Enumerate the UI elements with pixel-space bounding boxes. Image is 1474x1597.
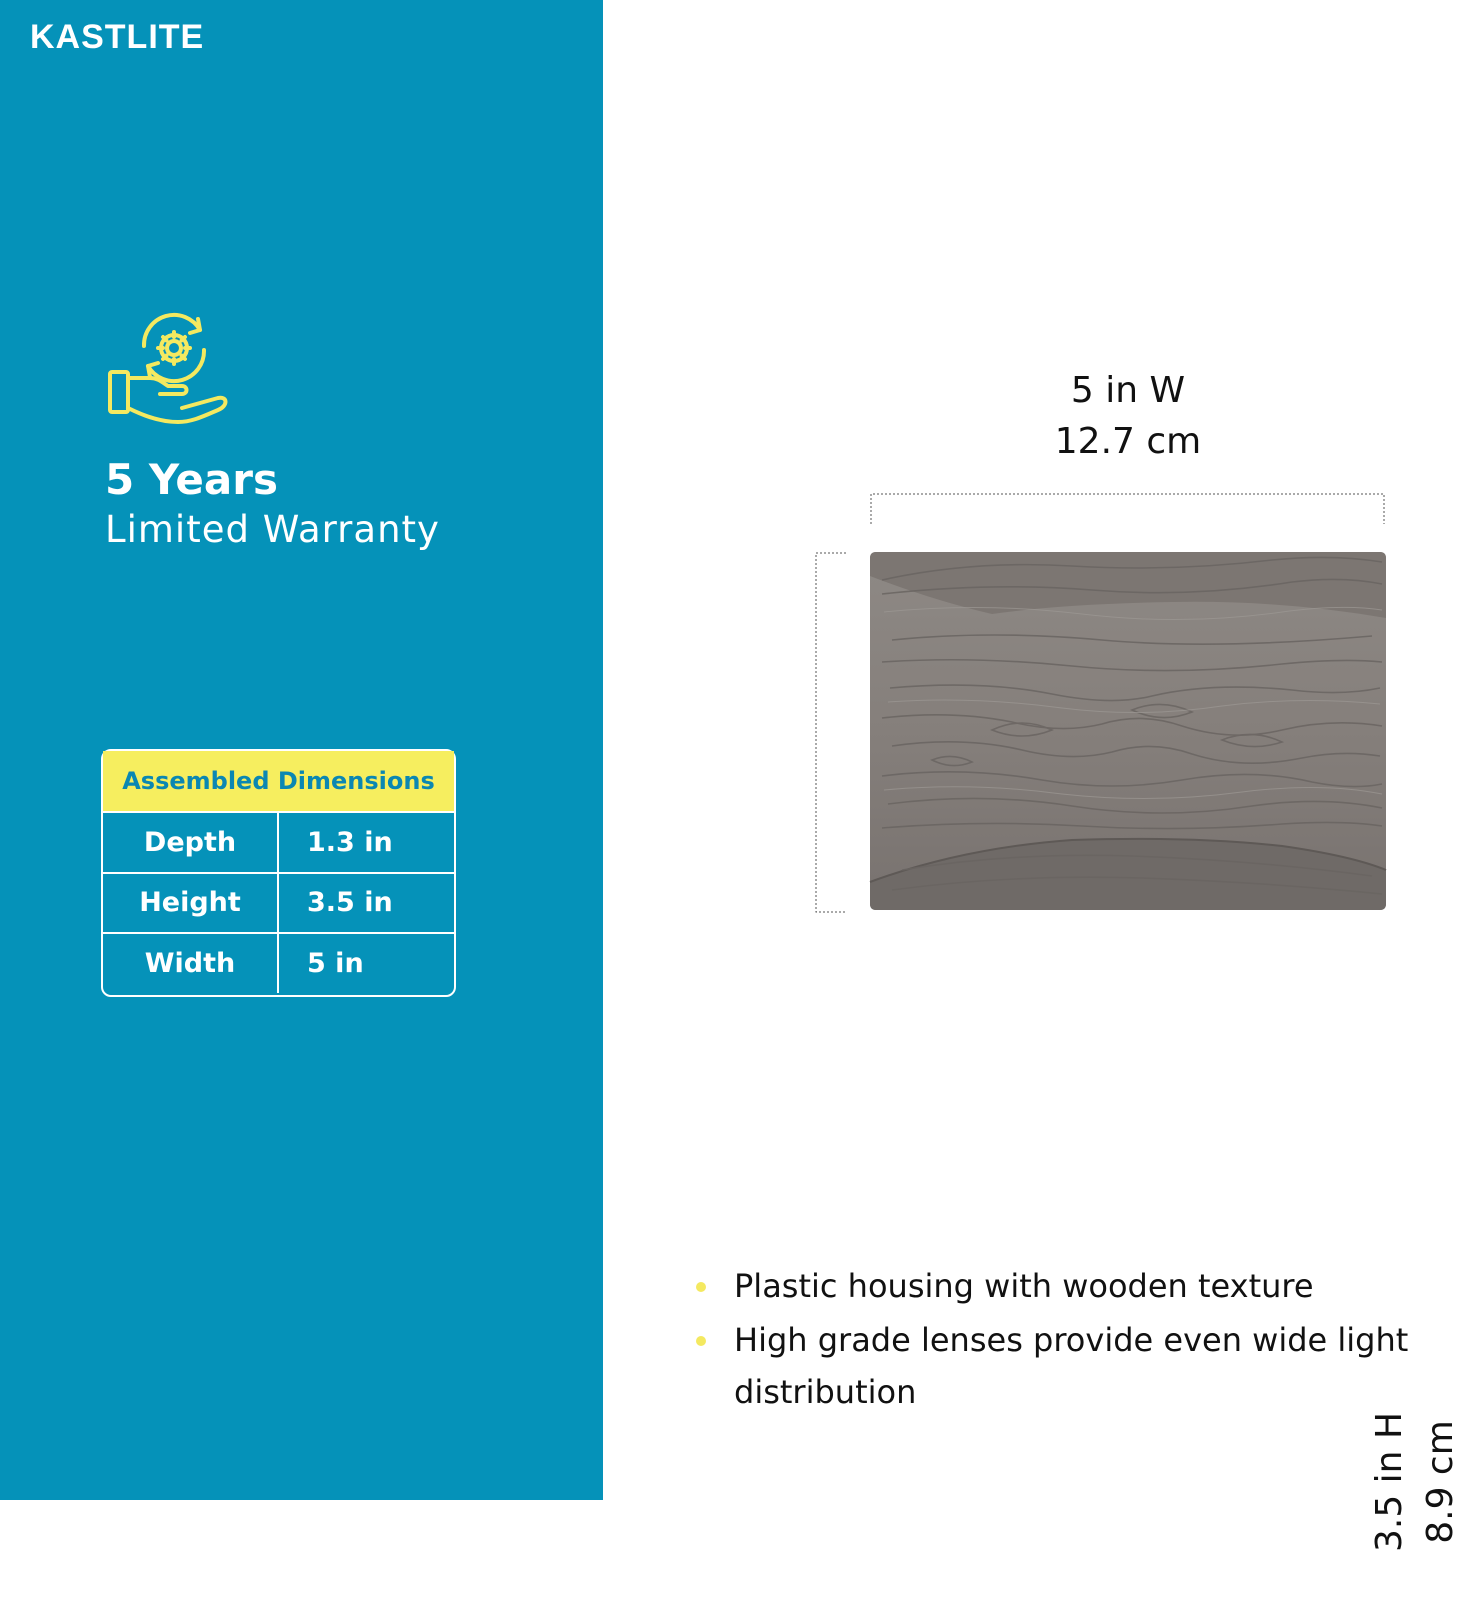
- brand-logo: KASTLITE: [30, 18, 205, 56]
- table-row: [103, 872, 454, 933]
- row-value-height: 3.5 in: [307, 887, 393, 919]
- left-panel: [0, 0, 603, 1500]
- list-item: [692, 1314, 1412, 1418]
- width-imperial: 5 in W: [1070, 370, 1186, 411]
- list-item: [692, 1260, 1412, 1312]
- width-metric: 12.7 cm: [1054, 421, 1202, 462]
- row-label-depth: Depth: [103, 813, 279, 872]
- product-image: [812, 490, 1392, 920]
- row-label-width: Width: [103, 934, 279, 993]
- width-dimension-line: [871, 494, 1384, 524]
- feature-text: High grade lenses provide even wide light distribution: [734, 1321, 1409, 1411]
- width-dimension-label: [1028, 365, 1228, 467]
- table-row: [103, 813, 454, 872]
- bullet-dot-icon: [696, 1336, 706, 1346]
- warranty-hand-gear-icon: [104, 308, 234, 433]
- row-label-height: Height: [103, 874, 279, 933]
- height-dimension-line: [816, 553, 846, 912]
- warranty-years: 5 Years: [105, 455, 278, 504]
- assembled-dimensions-table: [101, 749, 456, 997]
- height-imperial: 3.5 in H: [1369, 1411, 1410, 1553]
- row-value-depth: 1.3 in: [307, 826, 393, 858]
- table-header: Assembled Dimensions: [103, 751, 454, 813]
- row-value-width: 5 in: [307, 947, 364, 979]
- bullet-dot-icon: [696, 1282, 706, 1292]
- warranty-label: Limited Warranty: [105, 508, 440, 551]
- feature-text: Plastic housing with wooden texture: [734, 1267, 1314, 1305]
- height-metric: 8.9 cm: [1420, 1420, 1461, 1544]
- feature-list: [692, 1260, 1412, 1420]
- table-row: [103, 932, 454, 993]
